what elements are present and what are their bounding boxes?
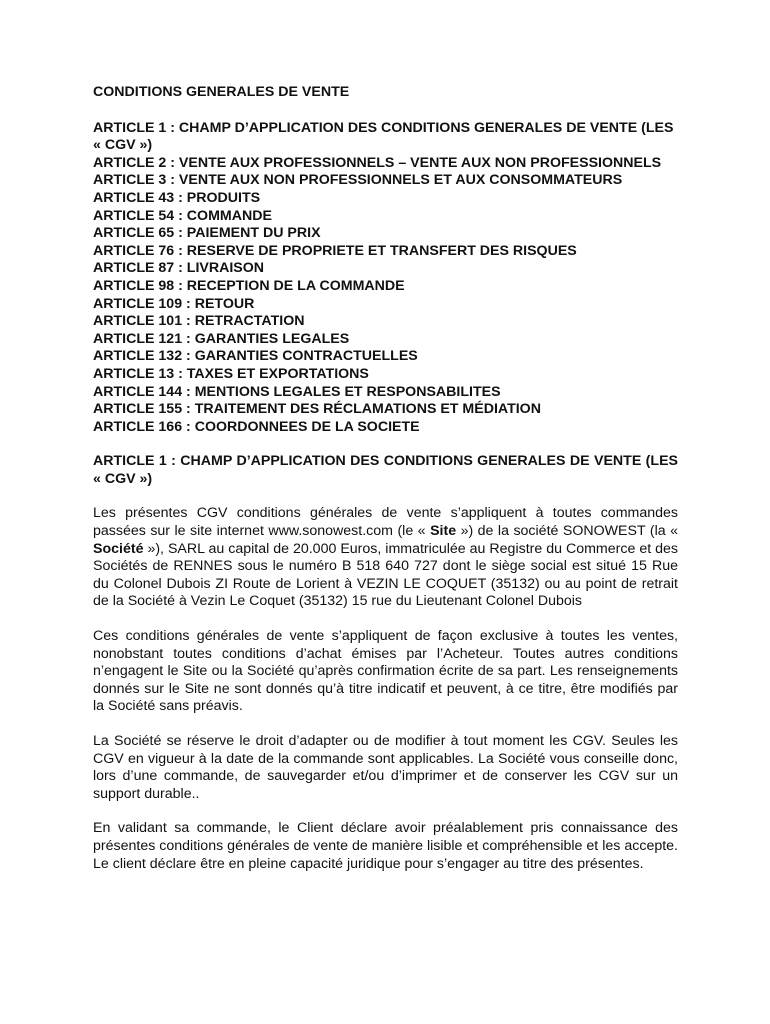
toc-item: ARTICLE 155 : TRAITEMENT DES RÉCLAMATIONS ET MÉDIATION <box>93 401 541 418</box>
toc-item: ARTICLE 87 : LIVRAISON <box>93 260 265 277</box>
paragraph-text: Les présentes CGV conditions générales de vente s’appliquent à toutes commandes passées sur le site internet www.sonowest.com (le « <box>93 505 678 540</box>
article-1-paragraph-1 <box>93 505 678 611</box>
toc-item: ARTICLE 43 : PRODUITS <box>93 189 261 206</box>
toc-item: ARTICLE 3 : VENTE AUX NON PROFESSIONNELS ET AUX CONSOMMATEURS <box>93 172 623 189</box>
toc-item: ARTICLE 121 : GARANTIES LEGALES <box>93 330 350 347</box>
toc-item: ARTICLE 166 : COORDONNEES DE LA SOCIETE <box>93 418 420 435</box>
toc-item: ARTICLE 144 : MENTIONS LEGALES ET RESPONSABILITES <box>93 383 501 400</box>
paragraph-text: ») de la société SONOWEST (la « <box>456 523 678 540</box>
paragraph-spacer <box>93 803 678 820</box>
toc-item: ARTICLE 98 : RECEPTION DE LA COMMANDE <box>93 277 405 294</box>
toc-item: ARTICLE 2 : VENTE AUX PROFESSIONNELS – VENTE AUX NON PROFESSIONNELS <box>93 154 662 171</box>
toc-item: ARTICLE 132 : GARANTIES CONTRACTUELLES <box>93 348 418 365</box>
article-1-heading: ARTICLE 1 : CHAMP D’APPLICATION DES CONDITIONS GENERALES DE VENTE (LES « CGV ») <box>93 453 678 487</box>
article-1-paragraph-4: En validant sa commande, le Client déclare avoir préalablement pris connaissance des présentes conditions générales de vente de manière lisible et compréhensible et les accepte. Le client déclare être en pleine capacité juridique pour s’engager au titre des présentes. <box>93 820 678 872</box>
toc-item: ARTICLE 65 : PAIEMENT DU PRIX <box>93 225 321 242</box>
site-term: Site <box>430 523 457 540</box>
paragraph-text: »), SARL au capital de 20.000 Euros, immatriculée au Registre du Commerce et des Sociétés de RENNES sous le numéro B 518 640 727 dont le siège social est situé 15 Rue du Colonel Dubois ZI Route de Lorient à VEZIN LE COQUET (35132) ou au point de retrait de la Société à Vezin Le Coquet (35132) 15 rue du Lieutenant Colonel Dubois <box>93 540 678 610</box>
article-1-paragraph-2: Ces conditions générales de vente s’appliquent de façon exclusive à toutes les ventes, nonobstant toutes conditions d’achat émises par l’Acheteur. Toutes autres conditions n’engagent le Site ou la Société qu’après confirmation écrite de sa part. Les renseignements donnés sur le Site ne sont donnés qu’à titre indicatif et peuvent, à ce titre, être modifiés par la Société sans préavis. <box>93 628 678 715</box>
article-1-paragraph-3: La Société se réserve le droit d’adapter ou de modifier à tout moment les CGV. Seules les CGV en vigueur à la date de la commande sont applicables. La Société vous conseille donc, lors d’une commande, de sauvegarder et/ou d’imprimer et de conserver les CGV sur un support durable.. <box>93 733 678 802</box>
toc-item: ARTICLE 76 : RESERVE DE PROPRIETE ET TRANSFERT DES RISQUES <box>93 242 577 259</box>
toc-item: ARTICLE 1 : CHAMP D’APPLICATION DES CONDITIONS GENERALES DE VENTE (LES « CGV ») <box>93 119 674 154</box>
table-of-contents <box>93 120 678 437</box>
societe-term: Société <box>93 540 144 557</box>
toc-item: ARTICLE 109 : RETOUR <box>93 295 255 312</box>
toc-item: ARTICLE 101 : RETRACTATION <box>93 313 305 330</box>
toc-item: ARTICLE 54 : COMMANDE <box>93 207 272 224</box>
document-title: CONDITIONS GENERALES DE VENTE <box>93 84 350 100</box>
toc-item: ARTICLE 13 : TAXES ET EXPORTATIONS <box>93 365 369 382</box>
